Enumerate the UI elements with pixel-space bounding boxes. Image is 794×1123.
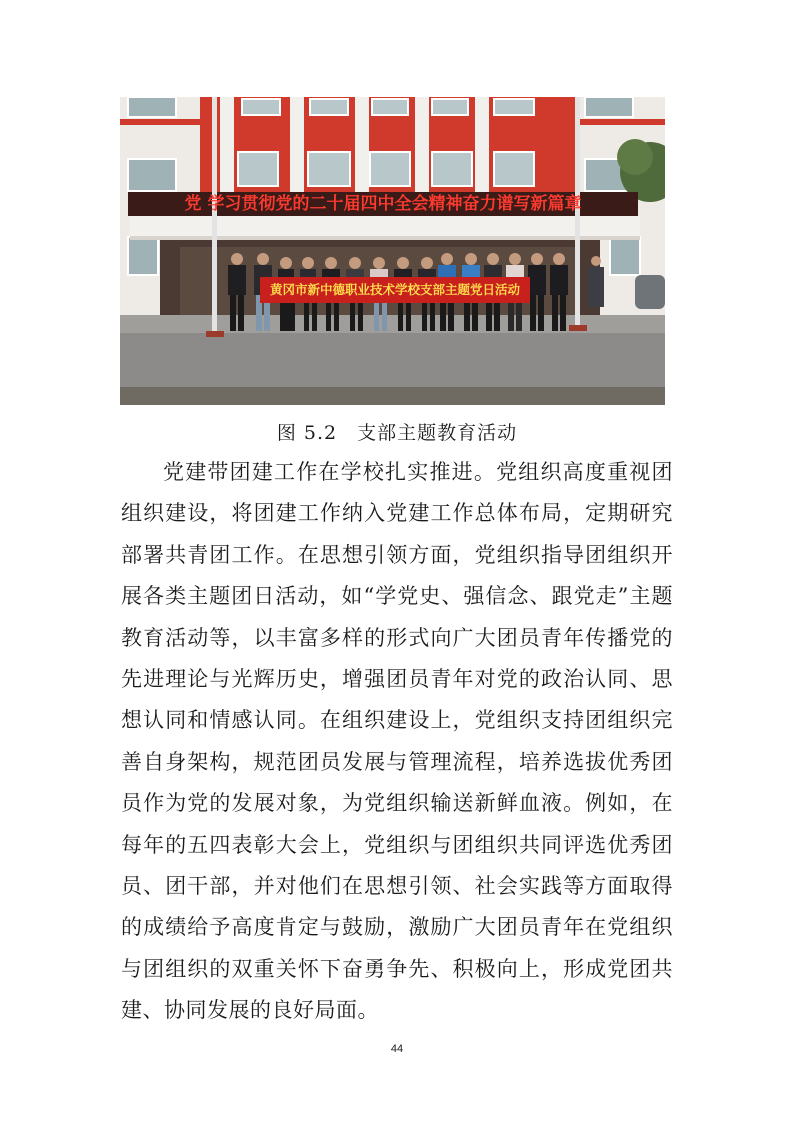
top-banner-text: 党 学习贯彻党的二十届四中全会精神奋力谱写新篇章 — [184, 194, 582, 214]
figure-caption: 图 5.2 支部主题教育活动 — [276, 422, 518, 444]
body-paragraph: 党建带团建工作在学校扎实推进。党组织高度重视团组织建设，将团建工作纳入党建工作总体布局，定期研究部署共青团工作。在思想引领方面，党组织指导团组织开展各类主题团日活动，如“学党史、强信念、跟党走”主题教育活动等，以丰富多样的形式向广大团员青年传播党的先进理论与光辉历史，增强团员青年对党的政治认同、思想认同和情感认同。在组织建设上，党组织支持团组织完善自身架构，规范团员发展与管理流程，培养选拔优秀团员作为党的发展对象，为党组织输送新鲜血液。例如，在每年的五四表彰大会上，党组织与团组织共同评选优秀团员、团干部，并对他们在思想引领、社会实践等方面取得的成绩给予高度肯定与鼓励，激励广大团员青年在党组织与团组织的双重关怀下奋勇争先、积极向上，形成党团共建、协同发展的良好局面。 — [121, 460, 673, 1023]
page-number: 44 — [390, 1043, 404, 1055]
group-photo — [120, 97, 665, 405]
body-text — [121, 452, 673, 1032]
front-banner-text: 黄冈市新中德职业技术学校支部主题党日活动 — [269, 282, 520, 297]
